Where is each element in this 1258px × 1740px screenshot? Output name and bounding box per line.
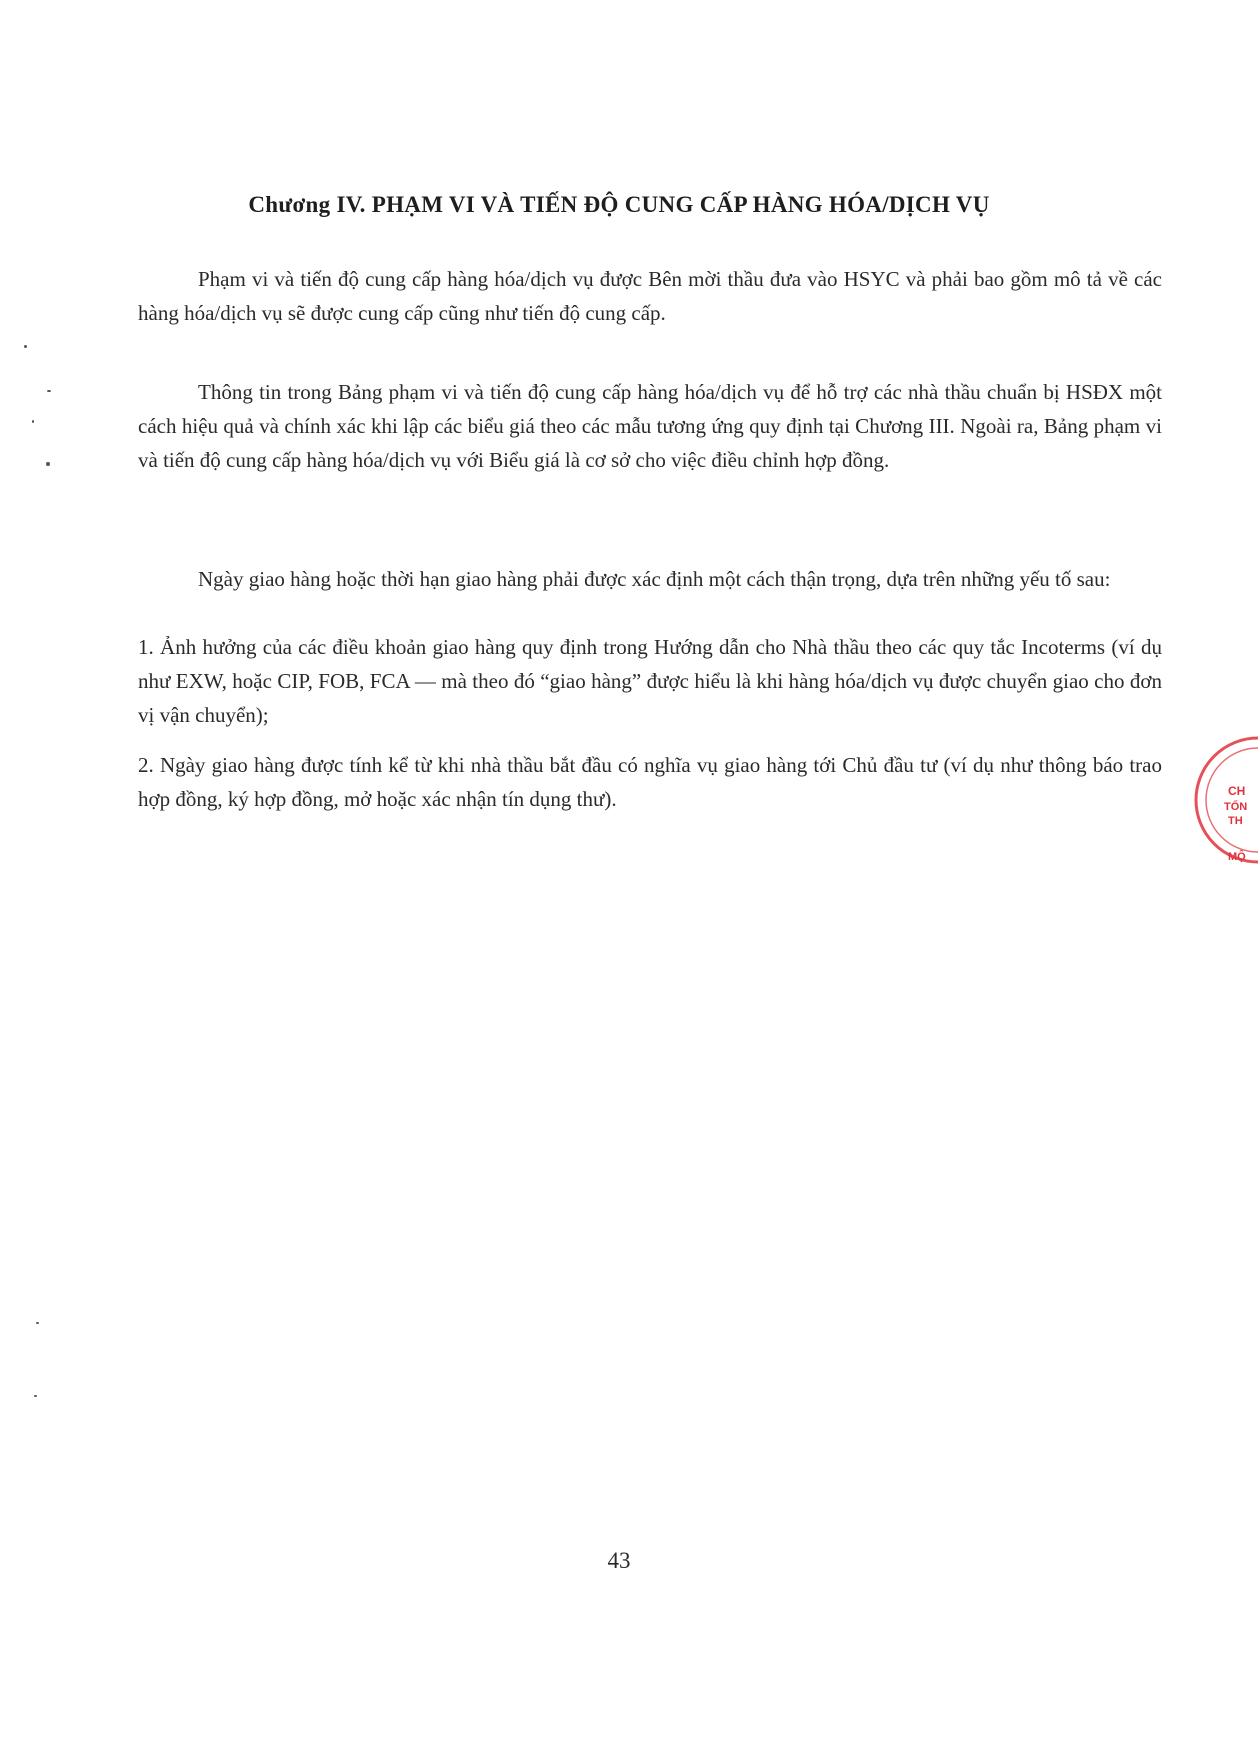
scan-speck — [46, 462, 50, 466]
paragraph-scope — [138, 262, 1162, 330]
scan-speck — [36, 1322, 39, 1324]
stamp-inner-ring — [1206, 748, 1258, 852]
stamp-fragment: MỘ — [1228, 851, 1246, 863]
list-item — [138, 748, 1162, 816]
scan-speck — [24, 345, 27, 348]
list-item-text: 1. Ảnh hưởng của các điều khoản giao hàng quy định trong Hướng dẫn cho Nhà thầu theo các quy tắc Incoterms (ví dụ như EXW, hoặc CIP, FOB, FCA — mà theo đó “giao hàng” được hiểu là khi hàng hóa/dịch vụ được chuyển giao cho đơn vị vận chuyển); — [138, 635, 1162, 727]
scan-speck — [34, 1395, 37, 1397]
stamp-fragment: CH — [1228, 784, 1246, 798]
scan-speck — [47, 390, 51, 392]
paragraph-text: Ngày giao hàng hoặc thời hạn giao hàng phải được xác định một cách thận trọng, dựa trên những yếu tố sau: — [198, 567, 1111, 591]
scan-speck — [32, 420, 34, 423]
paragraph-text: Phạm vi và tiến độ cung cấp hàng hóa/dịch vụ được Bên mời thầu đưa vào HSYC và phải bao gồm mô tả về các hàng hóa/dịch vụ sẽ được cung cấp cũng như tiến độ cung cấp. — [138, 267, 1162, 325]
list-item — [138, 630, 1162, 732]
stamp-fragment: TỔN — [1224, 801, 1248, 813]
page-number: 43 — [607, 1548, 631, 1573]
red-stamp — [1198, 700, 1258, 920]
paragraph-delivery-date — [138, 562, 1162, 596]
stamp-fragment: TH — [1228, 815, 1243, 827]
paragraph-table-info — [138, 375, 1162, 477]
list-item-text: 2. Ngày giao hàng được tính kể từ khi nhà thầu bắt đầu có nghĩa vụ giao hàng tới Chủ đầu tư (ví dụ như thông báo trao hợp đồng, ký hợp đồng, mở hoặc xác nhận tín dụng thư). — [138, 753, 1162, 811]
chapter-title: Chương IV. PHẠM VI VÀ TIẾN ĐỘ CUNG CẤP HÀNG HÓA/DỊCH VỤ — [248, 192, 990, 217]
paragraph-text: Thông tin trong Bảng phạm vi và tiến độ cung cấp hàng hóa/dịch vụ để hỗ trợ các nhà thầu chuẩn bị HSĐX một cách hiệu quả và chính xác khi lập các biểu giá theo các mẫu tương ứng quy định tại Chương III. Ngoài ra, Bảng phạm vi và tiến độ cung cấp hàng hóa/dịch vụ với Biểu giá là cơ sở cho việc điều chỉnh hợp đồng. — [138, 380, 1162, 472]
